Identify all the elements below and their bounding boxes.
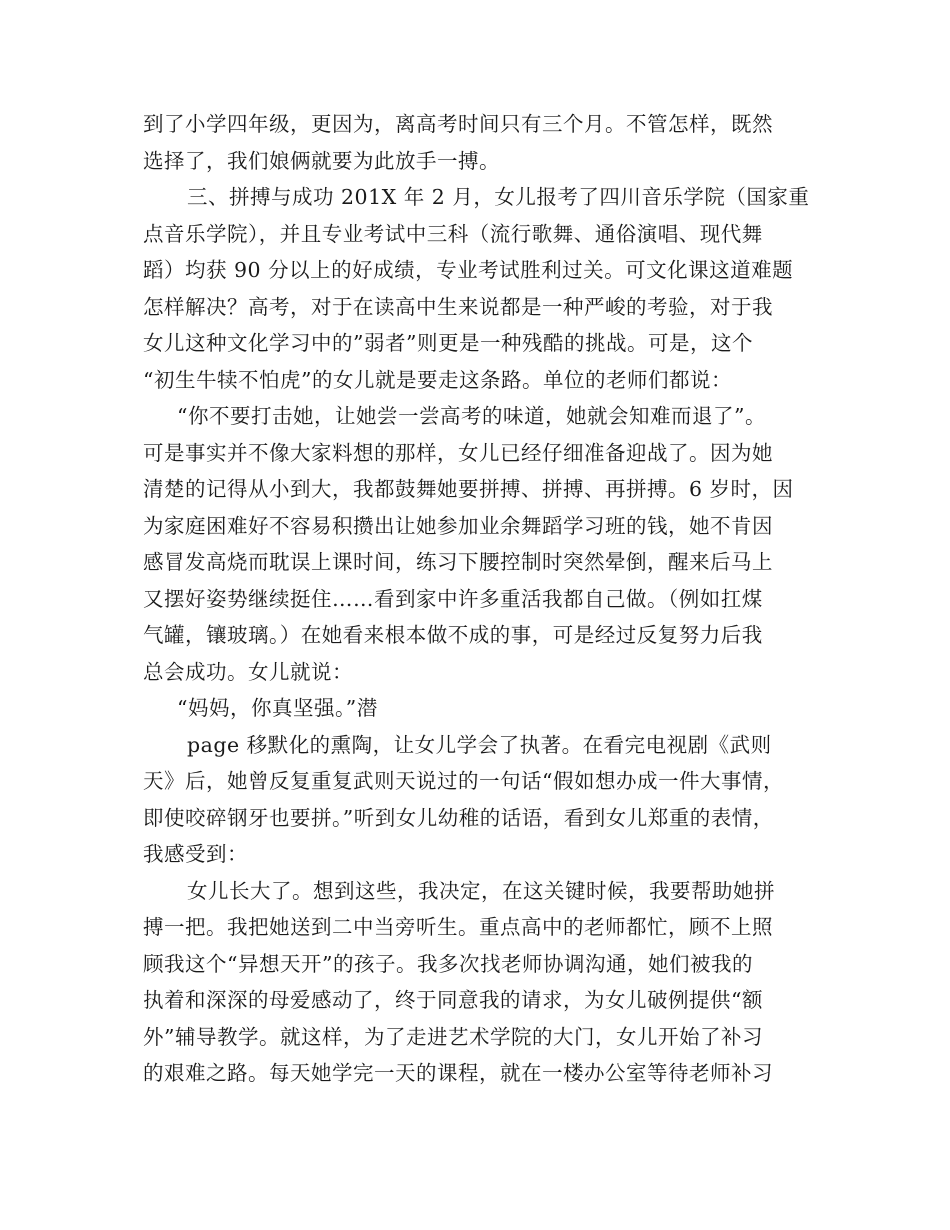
- text-line: 为家庭困难好不容易积攒出让她参加业余舞蹈学习班的钱，她不肯因: [143, 513, 773, 538]
- text-line: 到了小学四年级，更因为，离高考时间只有三个月。不管怎样，既然: [143, 112, 773, 136]
- text-line: 可是事实并不像大家料想的那样，女儿已经仔细准备迎战了。因为她: [143, 440, 773, 465]
- text-line: “初生牛犊不怕虎”的女儿就是要走这条路。单位的老师们都说：: [143, 367, 732, 392]
- text-line: 怎样解决？高考，对于在读高中生来说都是一种严峻的考验，对于我: [143, 294, 773, 319]
- text-line: 女儿这种文化学习中的”弱者”则更是一种残酷的挑战。可是，这个: [143, 331, 753, 355]
- text-line: 三、拼搏与成功 201X 年 2 月，女儿报考了四川音乐学院（国家重: [187, 185, 810, 209]
- text-line: page 移默化的熏陶，让女儿学会了执著。在看完电视剧《武则: [187, 732, 772, 757]
- text-line: 气罐，镶玻璃。）在她看来根本做不成的事，可是经过反复努力后我: [143, 623, 763, 647]
- body-text: [143, 106, 823, 1092]
- text-line: 女儿长大了。想到这些，我决定，在这关键时候，我要帮助她拼: [187, 878, 775, 903]
- text-line: 即使咬碎钢牙也要拼。”听到女儿幼稚的话语，看到女儿郑重的表情，: [143, 805, 774, 830]
- text-line: 感冒发高烧而耽误上课时间，练习下腰控制时突然晕倒，醒来后马上: [143, 550, 773, 574]
- text-line: 点音乐学院），并且专业考试中三科（流行歌舞、通俗演唱、现代舞: [143, 221, 763, 246]
- text-line: 蹈）均获 90 分以上的好成绩，专业考试胜利过关。可文化课这道难题: [143, 258, 794, 282]
- text-line: 外”辅导教学。就这样，为了走进艺术学院的大门，女儿开始了补习: [143, 1024, 763, 1049]
- text-line: “妈妈，你真坚强。”潜: [177, 696, 378, 720]
- text-line: 顾我这个“异想天开”的孩子。我多次找老师协调沟通，她们被我的: [143, 951, 753, 976]
- text-line: 又摆好姿势继续挺住……看到家中许多重活我都自己做。（例如扛煤: [143, 586, 763, 611]
- text-line: 总会成功。女儿就说：: [143, 659, 353, 684]
- text-line: 天》后，她曾反复重复武则天说过的一句话“假如想办成一件大事情，: [143, 769, 784, 793]
- text-line: “你不要打击她，让她尝一尝高考的味道，她就会知难而退了”。: [177, 404, 766, 428]
- text-line: 执着和深深的母爱感动了，终于同意我的请求，为女儿破例提供“额: [143, 988, 763, 1012]
- text-line: 搏一把。我把她送到二中当旁听生。重点高中的老师都忙，顾不上照: [143, 915, 773, 939]
- text-line: 的艰难之路。每天她学完一天的课程，就在一楼办公室等待老师补习: [143, 1061, 773, 1085]
- text-line: 我感受到：: [143, 842, 248, 866]
- text-line: 选择了，我们娘俩就要为此放手一搏。: [143, 148, 500, 173]
- text-line: 清楚的记得从小到大，我都鼓舞她要拼搏、拼搏、再拼搏。6 岁时，因: [143, 477, 794, 501]
